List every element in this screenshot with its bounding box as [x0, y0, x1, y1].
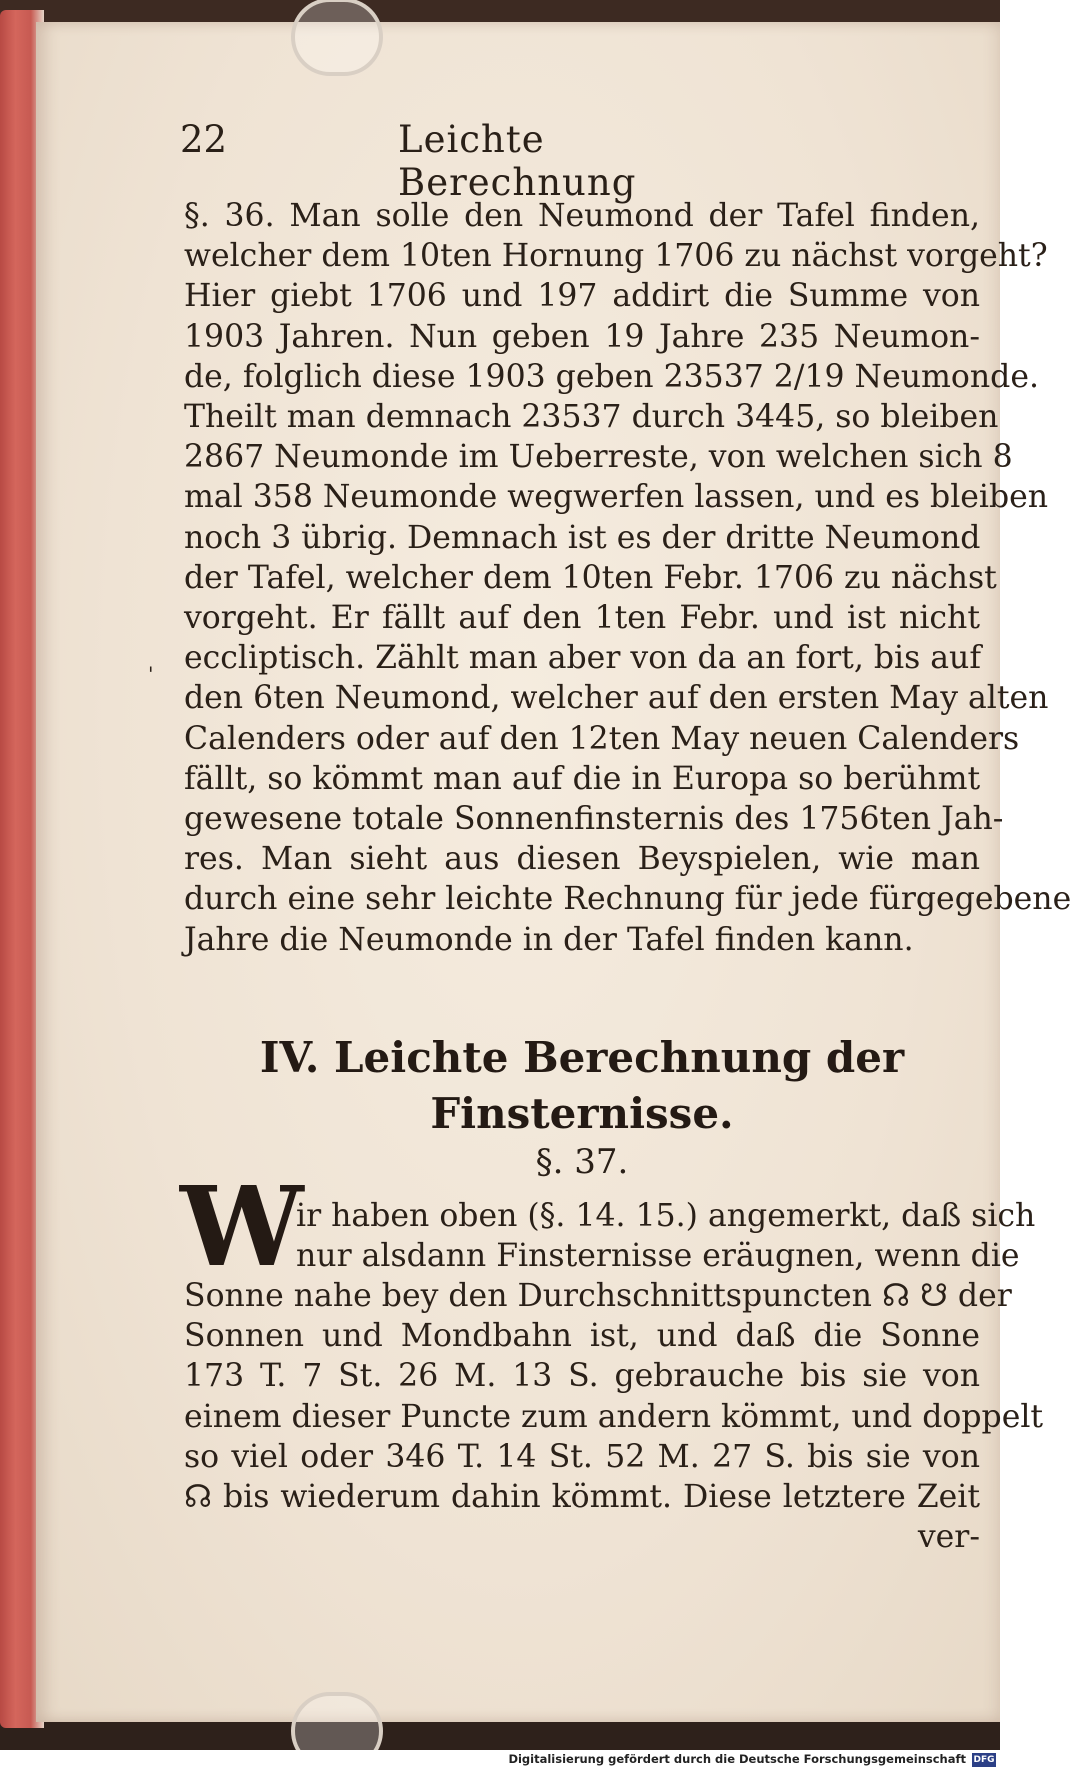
text-line: 1903 Jahren. Nun geben 19 Jahre 235 Neumon-: [184, 318, 980, 355]
text-line: 2867 Neumonde im Ueberreste, von welchen sich 8: [184, 439, 1013, 476]
text-line: durch eine sehr leichte Rechnung für jede fürgegebene: [184, 881, 1071, 918]
stray-ink-mark: ': [148, 662, 154, 686]
paragraph-36: [184, 196, 1071, 960]
section-heading-line: IV. Leichte Berechnung der: [259, 1033, 905, 1082]
text-line: eccliptisch. Zählt man aber von da an fort, bis auf: [184, 640, 982, 677]
text-line: vorgeht. Er fällt auf den 1ten Febr. und ist nicht: [184, 600, 980, 637]
text-line: welcher dem 10ten Hornung 1706 zu nächst vorgeht?: [184, 238, 1048, 275]
text-line: gewesene totale Sonnenfinsternis des 1756ten Jah-: [184, 801, 1004, 838]
dfg-logo: DFG: [973, 1755, 995, 1765]
text-line: §. 36. Man solle den Neumond der Tafel finden,: [184, 198, 980, 234]
text-line: einem dieser Puncte zum andern kömmt, und doppelt: [184, 1398, 1044, 1435]
text-line: so viel oder 346 T. 14 St. 52 M. 27 S. bis sie von: [184, 1438, 980, 1475]
text-line: den 6ten Neumond, welcher auf den ersten May alten: [184, 680, 1049, 717]
catchword: ver-: [917, 1519, 980, 1556]
section-number: §. 37.: [535, 1142, 629, 1182]
text-line: Calenders oder auf den 12ten May neuen Calenders: [184, 720, 1020, 757]
text-line: 173 T. 7 St. 26 M. 13 S. gebrauche bis sie von: [184, 1358, 980, 1395]
text-line: der Tafel, welcher dem 10ten Febr. 1706 zu nächst: [184, 559, 997, 596]
funding-notice: Digitalisierung gefördert durch die Deutsche Forschungsgemeinschaft: [508, 1752, 966, 1766]
text-line: Theilt man demnach 23537 durch 3445, so bleiben: [184, 399, 999, 436]
text-line: Hier giebt 1706 und 197 addirt die Summe von: [184, 278, 980, 315]
text-line: noch 3 übrig. Demnach ist es der dritte Neumond: [184, 519, 981, 556]
text-line: fällt, so kömmt man auf die in Europa so berühmt: [184, 760, 981, 797]
text-line: ☊ bis wiederum dahin kömmt. Diese letztere Zeit: [184, 1479, 980, 1516]
text-line: Sonnen und Mondbahn ist, und daß die Sonne: [184, 1318, 980, 1355]
text-line: de, folglich diese 1903 geben 23537 2/19 Neumonde.: [184, 358, 1039, 395]
binding-clip-top: [291, 0, 383, 76]
running-title: Leichte Berechnung: [398, 118, 637, 204]
page-header: [180, 118, 760, 204]
text-line: ir haben oben (§. 14. 15.) angemerkt, daß sich: [296, 1198, 1036, 1234]
text-line: nur alsdann Finsternisse eräugnen, wenn die: [296, 1238, 1020, 1275]
text-line: Sonne nahe bey den Durchschnittspuncten ☊ ☋ der: [184, 1278, 1012, 1314]
text-line: res. Man sieht aus diesen Beyspielen, wie man: [184, 841, 980, 878]
section-heading: [184, 1030, 980, 1142]
text-line: Jahre die Neumonde in der Tafel finden kann.: [184, 921, 914, 958]
page-number: 22: [180, 118, 228, 161]
paragraph-37-indented: [296, 1196, 1036, 1276]
drop-cap-initial: W: [180, 1162, 304, 1291]
section-heading-line: Finsternisse.: [430, 1089, 734, 1138]
text-line: mal 358 Neumonde wegwerfen lassen, und es bleiben: [184, 479, 1049, 516]
footer-banner: [0, 1750, 1000, 1771]
paragraph-37: [184, 1276, 1044, 1557]
